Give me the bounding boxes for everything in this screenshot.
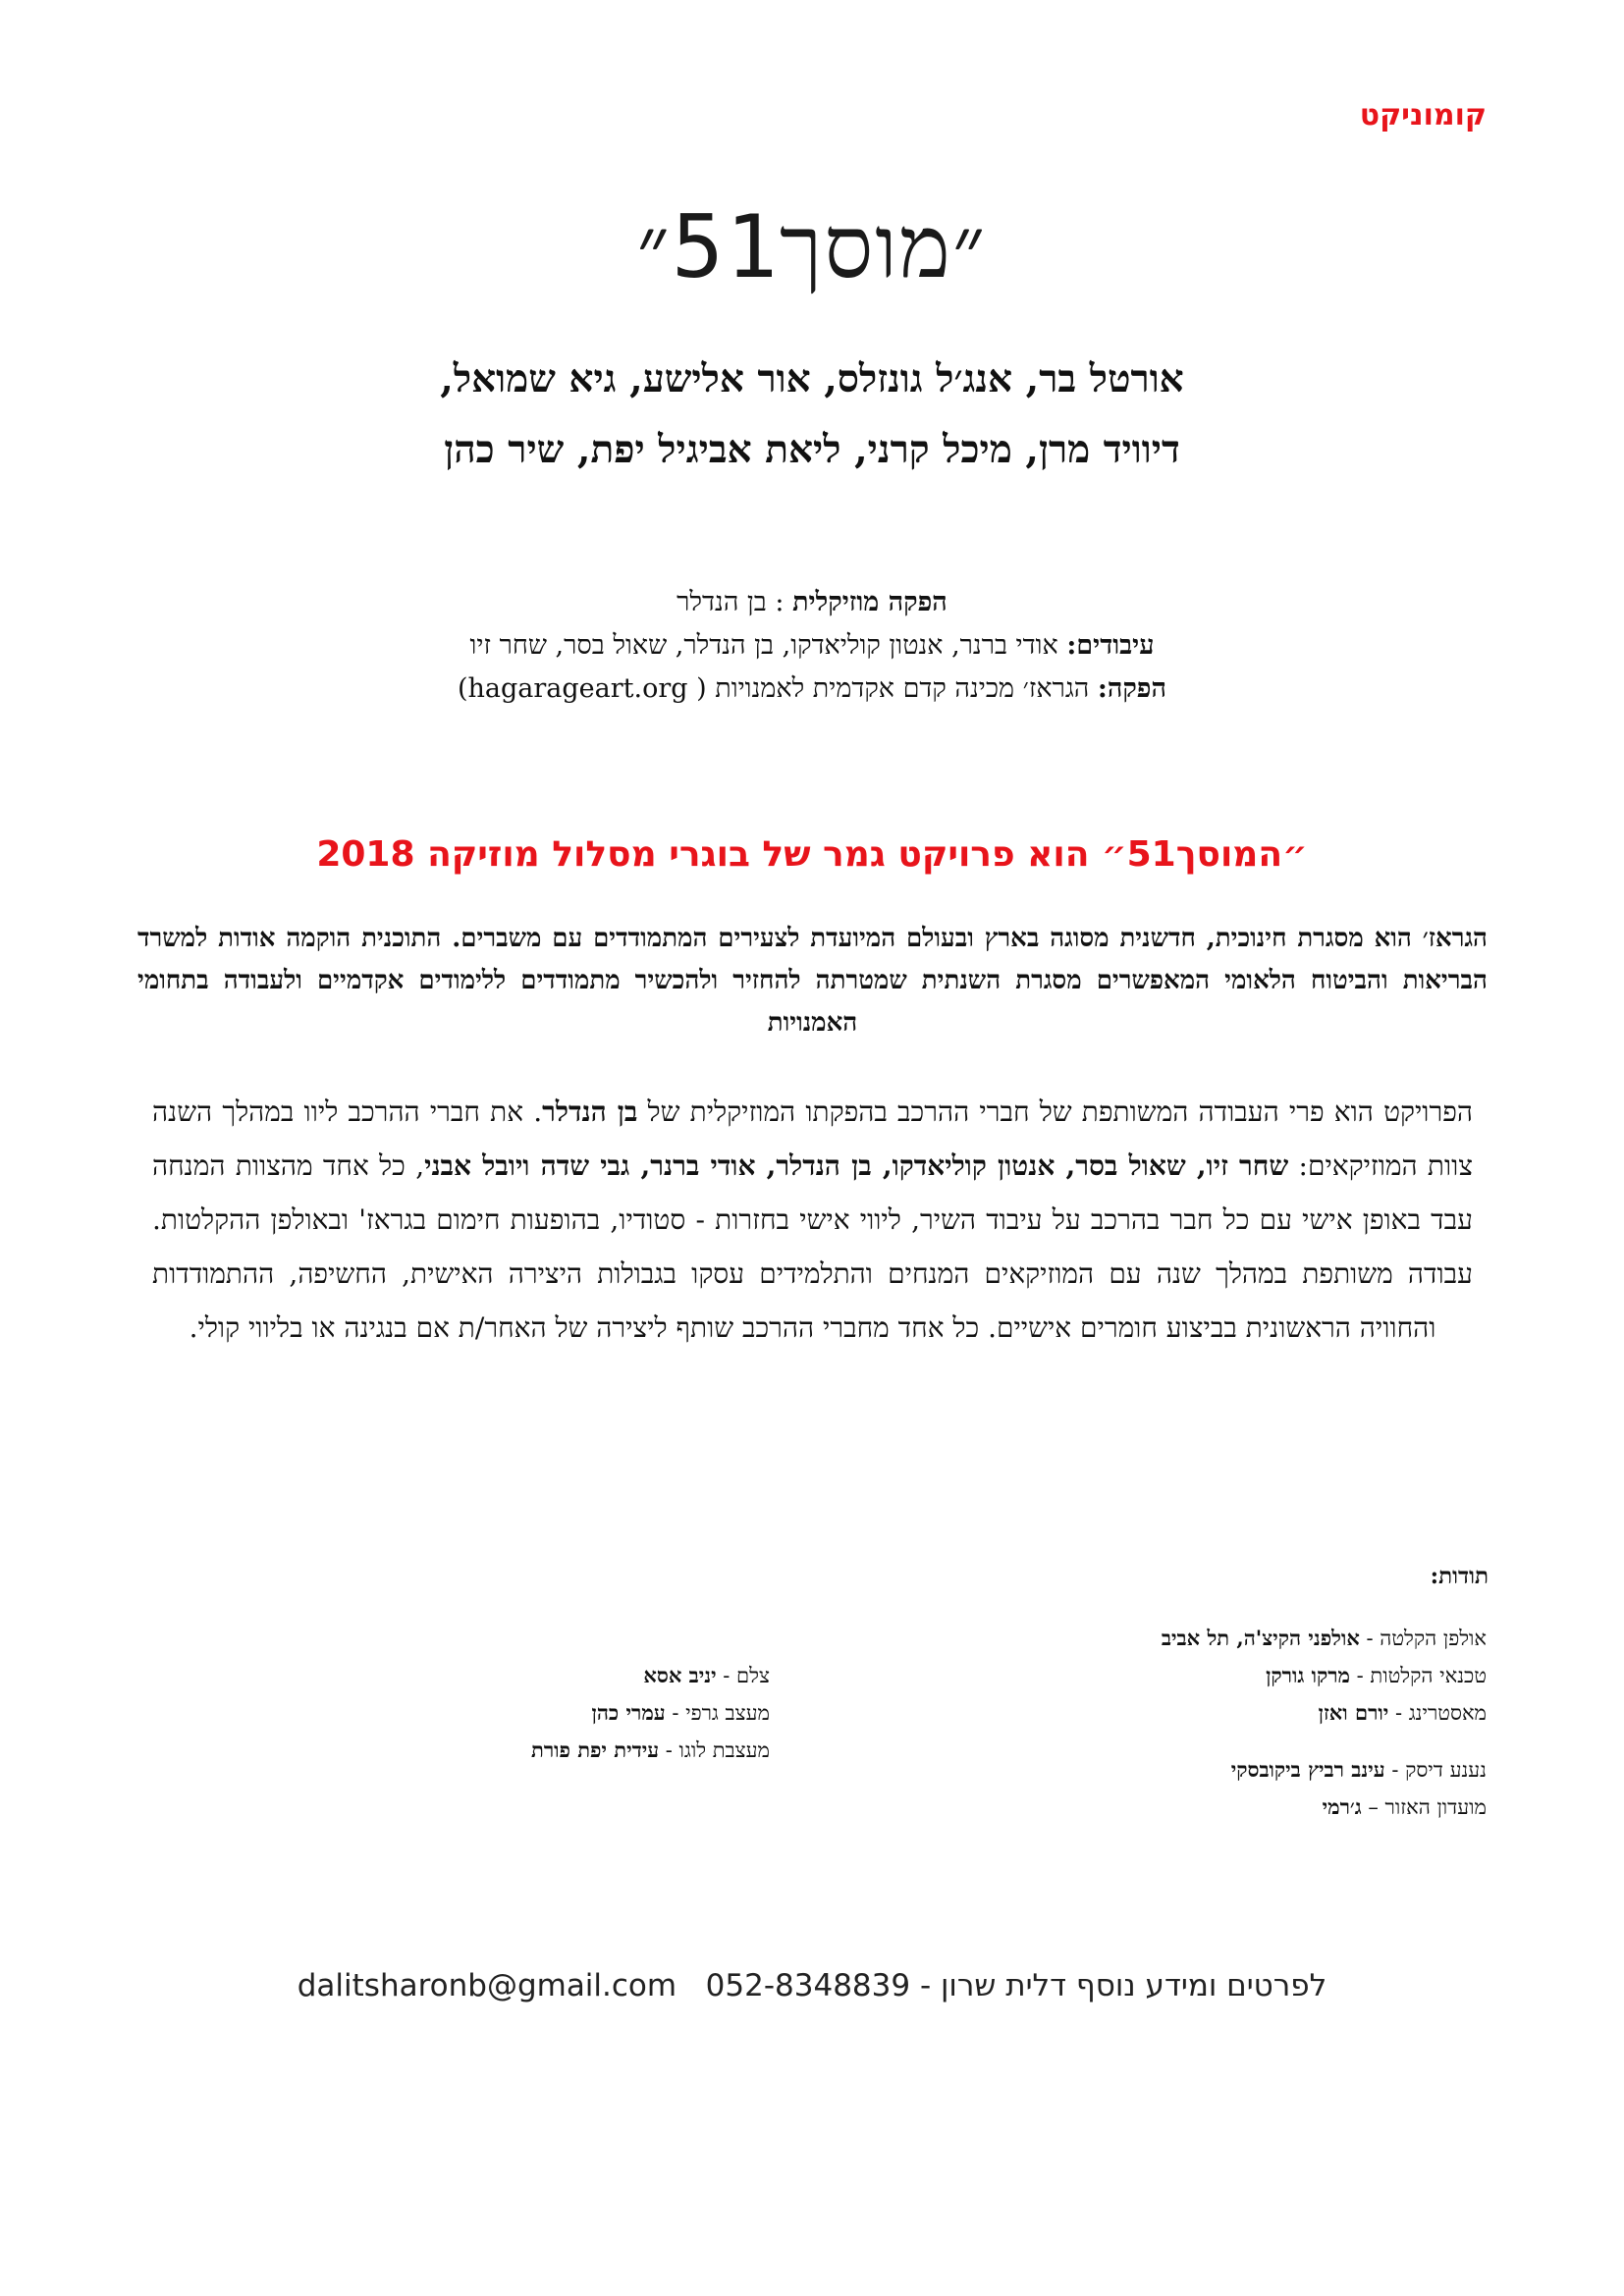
- thanks-item: [1162, 1620, 1487, 1657]
- thanks-name: ג׳רמי: [1322, 1794, 1362, 1819]
- thanks-item: [531, 1657, 770, 1694]
- thanks-right-column: [1162, 1620, 1487, 1826]
- contact-phone: 052-8348839: [705, 1968, 911, 2003]
- contact-prefix: לפרטים ומידע נוסף דלית שרון -: [910, 1968, 1327, 2003]
- thanks-role: מעצב גרפי -: [665, 1701, 770, 1725]
- cast-names: [0, 344, 1624, 485]
- communique-label: קומוניקט: [1359, 98, 1487, 133]
- document-title: ״מוסך51״: [636, 196, 988, 297]
- about-paragraph: הגראז׳ הוא מסגרת חינוכית, חדשנית מסוגה בארץ ובעולם המיועדת לצעירים המתמודדים עם משברים. התוכנית הוקמה אודות למשרד הבריאות והביטוח הלאומי המאפשרים מסגרת השנתית שמטרתה להחזיר ולהכשיר מתמודדים ללימודים אקדמיים ולעבודה בתחומי האמנויות: [137, 924, 1488, 1038]
- thanks-role: צלם -: [716, 1664, 770, 1687]
- project-text-1: הפרויקט הוא פרי העבודה המשותפת של חברי ההרכב בהפקתו המוזיקלית של: [637, 1095, 1473, 1128]
- thanks-role: מועדון האזור –: [1361, 1795, 1487, 1819]
- thanks-item: [531, 1694, 770, 1732]
- cast-line-1: אורטל בר, אנג׳ל גונזלס, אור אלישע, גיא שמואל,: [440, 356, 1184, 401]
- credit-producer: [0, 667, 1624, 711]
- project-text-2: . את חברי ההרכב ליוו במהלך השנה צוות המוזיקאים:: [152, 1095, 1473, 1182]
- group-spacer: [1162, 1732, 1487, 1751]
- thanks-role: טכנאי הקלטות -: [1349, 1664, 1487, 1687]
- thanks-name: עידית יפת פורת: [531, 1737, 660, 1762]
- production-label: הפקה מוזיקלית: [792, 587, 947, 617]
- producer-label: הפקה:: [1097, 673, 1167, 704]
- production-separator: :: [766, 587, 793, 617]
- thanks-name: עינב רביץ ביקובסקי: [1230, 1757, 1385, 1782]
- thanks-role: נענע דיסק -: [1384, 1758, 1487, 1782]
- contact-line: [0, 1968, 1624, 2003]
- thanks-name: יורם ואזן: [1318, 1700, 1389, 1725]
- credit-production: [0, 581, 1624, 624]
- thanks-name: יניב אסא: [643, 1663, 717, 1687]
- project-paragraph: [152, 1085, 1473, 1355]
- thanks-item: [531, 1732, 770, 1769]
- project-text-3: , כל אחד מהצוות המנחה עבד באופן אישי עם כל חבר בהרכב על עיבוד השיר, ליווי אישי בחזרות - סטודיו, בהופעות חימום בגראז' ובאולפן ההקלטות. עבודה משותפת במהלך שנה עם המוזיקאים המנחים והתלמידים עסקו בגבולות היצירה האישית, החשיפה, ההתמודדות והחוויה הראשונית בביצוע חומרים אישיים. כל אחד מחברי ההרכב שותף ליצירה של האחר/ת אם בנגינה או בליווי קולי.: [152, 1149, 1473, 1344]
- thanks-name: עמרי כהן: [591, 1700, 666, 1725]
- project-bold-2: שחר זיו, שאול בסר, אנטון קוליאדקו, בן הנדלר, אודי ברנר, גבי שדה ויובל אבני: [424, 1149, 1289, 1182]
- thanks-item: [1162, 1789, 1487, 1826]
- production-value: בן הנדלר: [677, 587, 767, 617]
- thanks-title: תודות:: [1430, 1563, 1489, 1589]
- cast-line-2: דיוויד מרן, מיכל קרני, ליאת אביגיל יפת, שיר כהן: [444, 427, 1180, 472]
- thanks-item: [1162, 1694, 1487, 1732]
- credit-arrangements: [0, 624, 1624, 667]
- project-bold-1: בן הנדלר: [542, 1095, 638, 1128]
- credits-block: [0, 581, 1624, 711]
- thanks-left-column: [531, 1657, 770, 1769]
- arrangements-value: אודי ברנר, אנטון קוליאדקו, בן הנדלר, שאול בסר, שחר זיו: [469, 630, 1067, 661]
- arrangements-label: עיבודים:: [1066, 630, 1155, 661]
- thanks-item: [1162, 1657, 1487, 1694]
- thanks-item: [1162, 1751, 1487, 1789]
- project-headline: ״המוסך51״ הוא פרויקט גמר של בוגרי מסלול מוזיקה 2018: [316, 834, 1308, 875]
- thanks-role: מעצבת לוגו -: [659, 1738, 770, 1762]
- thanks-name: אולפני הקיצ'ה, תל אביב: [1161, 1626, 1360, 1650]
- contact-email: dalitsharonb@gmail.com: [297, 1968, 677, 2003]
- thanks-role: מאסטרינג -: [1388, 1701, 1487, 1725]
- thanks-name: מרקו גורקן: [1266, 1663, 1350, 1687]
- producer-value: הגראז׳ מכינה קדם אקדמית לאמנויות ( hagarageart.org): [457, 673, 1098, 704]
- thanks-role: אולפן הקלטה -: [1359, 1627, 1487, 1650]
